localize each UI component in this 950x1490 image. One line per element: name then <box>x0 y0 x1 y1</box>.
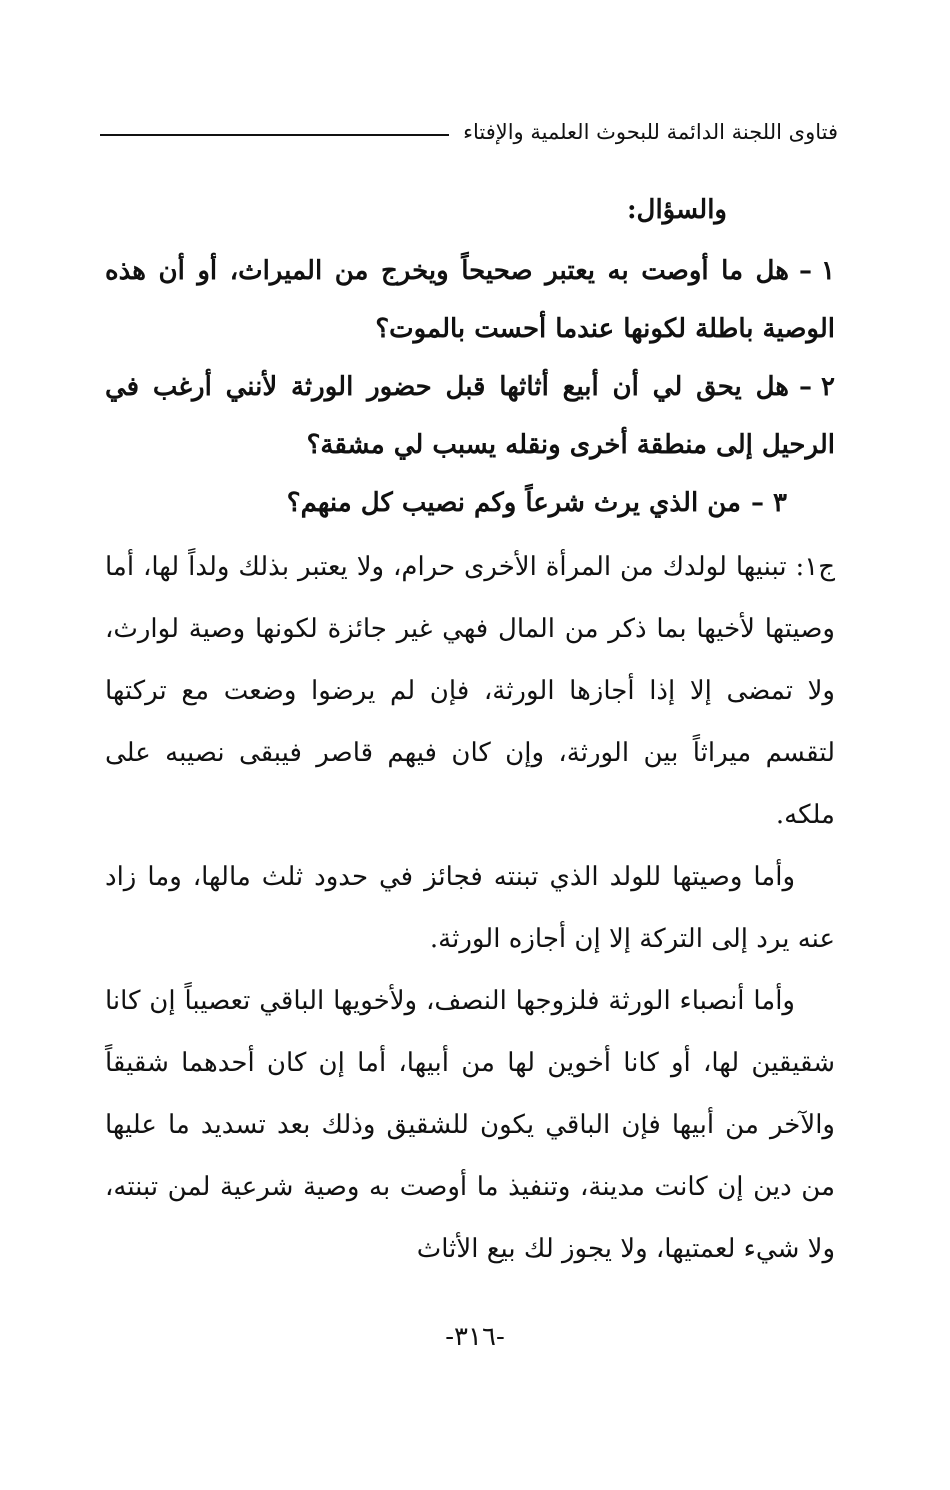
answer-paragraph-3: وأما أنصباء الورثة فلزوجها النصف، ولأخويها الباقي تعصيباً إن كانا شقيقين لها، أو كانا أخوين لها من أبيها، أما إن كان أحدهما شقيقاً والآخر من أبيها فإن الباقي يكون للشقيق وذلك بعد تسديد ما عليها من دين إن كانت مدينة، وتنفيذ ما أوصت به وصية شرعية لمن تبنته، ولا شيء لعمتيها، ولا يجوز لك بيع الأثاث <box>105 986 835 1264</box>
question-text-1: هل ما أوصت به يعتبر صحيحاً ويخرج من الميراث، أو أن هذه الوصية باطلة لكونها عندما أحست بالموت؟ <box>105 256 835 344</box>
answer-paragraph-2: وأما وصيتها للولد الذي تبنته فجائز في حدود ثلث مالها، وما زاد عنه يرد إلى التركة إلا إن أجازه الورثة. <box>105 862 835 954</box>
question-item-2 <box>105 358 835 474</box>
page-number: -٣١٦- <box>445 1322 505 1352</box>
running-header <box>100 112 838 152</box>
question-number-3: ٣ – <box>750 488 787 518</box>
question-number-2: ٢ – <box>798 372 835 402</box>
question-item-3 <box>105 474 835 532</box>
question-number-1: ١ – <box>798 256 835 286</box>
answer-block <box>105 536 835 1280</box>
question-heading: والسؤال: <box>626 195 727 225</box>
question-text-2: هل يحق لي أن أبيع أثاثها قبل حضور الورثة لأنني أرغب في الرحيل إلى منطقة أخرى ونقله يسبب لي مشقة؟ <box>105 372 835 460</box>
page-content <box>105 190 835 1280</box>
question-text-3: من الذي يرث شرعاً وكم نصيب كل منهم؟ <box>286 488 741 518</box>
header-rule <box>100 134 449 136</box>
header-title: فتاوى اللجنة الدائمة للبحوث العلمية والإفتاء <box>463 120 838 144</box>
question-item-1 <box>105 242 835 358</box>
answer-paragraph-1: ج١: تبنيها لولدك من المرأة الأخرى حرام، ولا يعتبر بذلك ولداً لها، أما وصيتها لأخيها بما ذكر من المال فهي غير جائزة لكونها وصية لوارث، ولا تمضى إلا إذا أجازها الورثة، فإن لم يرضوا وضعت مع تركتها لتقسم ميراثاً بين الورثة، وإن كان فيهم قاصر فيبقى نصيبه على ملكه. <box>105 552 835 830</box>
